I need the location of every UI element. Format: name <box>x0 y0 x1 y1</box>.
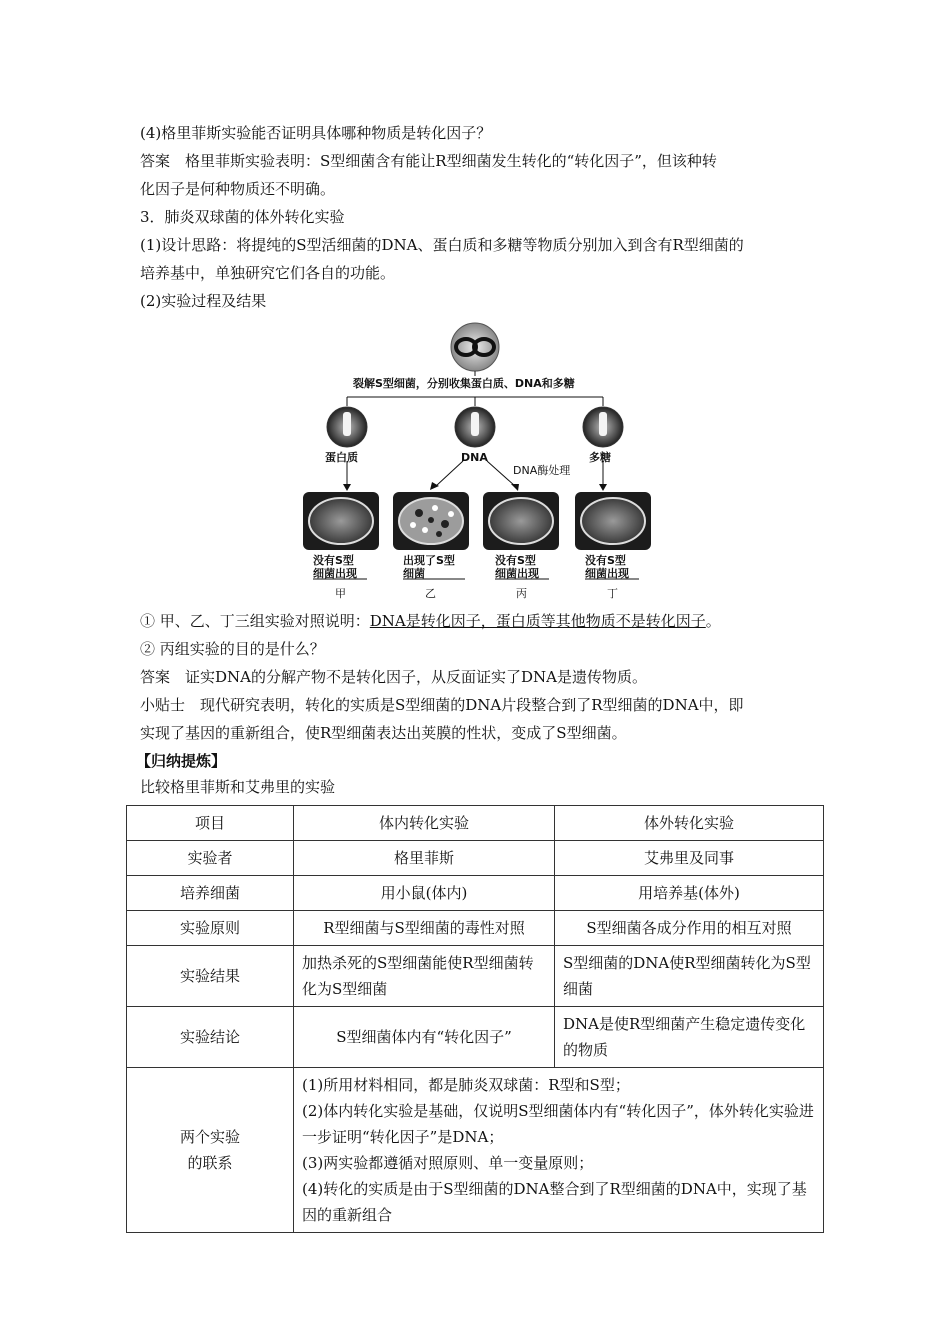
answer-1-line-b: 化因子是何种物质还不明确。 <box>140 180 336 198</box>
result-bing-group: 丙 <box>516 587 527 600</box>
table-cell: R型细菌与S型细菌的毒性对照 <box>294 911 555 946</box>
relation-item: (3)两实验都遵循对照原则、单一变量原则； <box>302 1154 594 1172</box>
lyse-label: 裂解S型细菌，分别收集蛋白质、DNA和多糖 <box>353 377 575 390</box>
summary-heading: 【归纳提炼】 <box>136 752 227 770</box>
result-ding-text1: 没有S型 <box>585 554 626 567</box>
relation-content-cell <box>294 1068 824 1233</box>
protein-tube-icon <box>327 407 367 447</box>
table-row <box>127 876 824 911</box>
answer-2-line: 答案 证实DNA的分解产物不是转化因子，从反面证实了DNA是遗传物质。 <box>140 668 647 686</box>
experiment-figure <box>295 318 665 608</box>
table-header-cell: 项目 <box>127 806 294 841</box>
table-cell: DNA是使R型细菌产生稳定遗传变化的物质 <box>555 1007 824 1068</box>
relation-label-cell <box>127 1068 294 1233</box>
dna-tube-icon <box>455 407 495 447</box>
conclusion-1-answer: DNA是转化因子，蛋白质等其他物质不是转化因子 <box>369 612 706 630</box>
conclusion-1-prefix: ① 甲、乙、丁三组实验对照说明： <box>140 612 370 630</box>
section-3-heading: 3．肺炎双球菌的体外转化实验 <box>140 208 345 226</box>
table-cell: 实验结果 <box>127 946 294 1007</box>
result-bing-text2: 细菌出现 <box>495 567 539 580</box>
dish-ding <box>575 492 651 550</box>
result-jia-group: 甲 <box>335 587 346 600</box>
result-jia-text1: 没有S型 <box>313 554 354 567</box>
process-heading: (2)实验过程及结果 <box>140 292 267 310</box>
result-yi-text2: 细菌 <box>403 567 425 580</box>
table-cell: S型细菌体内有“转化因子” <box>294 1007 555 1068</box>
table-cell: S型细菌各成分作用的相互对照 <box>555 911 824 946</box>
design-line-a: (1)设计思路：将提纯的S型活细菌的DNA、蛋白质和多糖等物质分别加入到含有R型细菌的 <box>140 236 744 254</box>
relation-item: (2)体内转化实验是基础，仅说明S型细菌体内有“转化因子”，体外转化实验进一步证明“转化因子”是DNA； <box>302 1102 814 1146</box>
table-header-cell: 体内转化实验 <box>294 806 555 841</box>
relation-label-a: 两个实验 <box>179 1128 240 1146</box>
dish-jia <box>303 492 379 550</box>
table-row <box>127 1068 824 1233</box>
table-cell: 实验原则 <box>127 911 294 946</box>
table-header-cell: 体外转化实验 <box>555 806 824 841</box>
table-row <box>127 911 824 946</box>
table-row <box>127 946 824 1007</box>
table-cell: 用小鼠(体内) <box>294 876 555 911</box>
dish-bing <box>483 492 559 550</box>
table-cell: 实验结论 <box>127 1007 294 1068</box>
table-cell: 艾弗里及同事 <box>555 841 824 876</box>
result-yi-group: 乙 <box>425 587 436 600</box>
compare-heading: 比较格里菲斯和艾弗里的实验 <box>140 778 336 796</box>
result-ding-group: 丁 <box>607 587 618 600</box>
polysaccharide-label: 多糖 <box>589 451 611 464</box>
polysaccharide-tube-icon <box>583 407 623 447</box>
table-cell: S型细菌的DNA使R型细菌转化为S型细菌 <box>555 946 824 1007</box>
design-line-b: 培养基中，单独研究它们各自的功能。 <box>140 264 396 282</box>
result-bing-text1: 没有S型 <box>495 554 536 567</box>
table-cell: 用培养基(体外) <box>555 876 824 911</box>
result-ding-text2: 细菌出现 <box>585 567 629 580</box>
table-row <box>127 1007 824 1068</box>
comparison-table <box>126 805 824 1233</box>
tip-line-b: 实现了基因的重新组合，使R型细菌表达出荚膜的性状，变成了S型细菌。 <box>140 724 627 742</box>
relation-item: (1)所用材料相同，都是肺炎双球菌：R型和S型； <box>302 1076 630 1094</box>
q4-line: (4)格里菲斯实验能否证明具体哪种物质是转化因子？ <box>140 124 492 142</box>
relation-item: (4)转化的实质是由于S型细菌的DNA整合到了R型细菌的DNA中，实现了基因的重新组合 <box>302 1180 807 1224</box>
relation-label-b: 的联系 <box>187 1154 233 1172</box>
table-cell: 实验者 <box>127 841 294 876</box>
tip-line-a: 小贴士 现代研究表明，转化的实质是S型细菌的DNA片段整合到了R型细菌的DNA中，即 <box>140 696 744 714</box>
table-cell: 培养细菌 <box>127 876 294 911</box>
table-row <box>127 841 824 876</box>
dna-label: DNA <box>461 451 488 464</box>
question-2-line: ② 丙组实验的目的是什么？ <box>140 640 325 658</box>
result-yi-text1: 出现了S型 <box>403 554 455 567</box>
table-cell: 格里菲斯 <box>294 841 555 876</box>
dnase-label: DNA酶处理 <box>513 464 571 477</box>
protein-label: 蛋白质 <box>325 451 358 464</box>
answer-1-line-a: 答案 格里菲斯实验表明：S型细菌含有能让R型细菌发生转化的“转化因子”，但该种转 <box>140 152 717 170</box>
table-header-row <box>127 806 824 841</box>
dish-yi <box>393 492 469 550</box>
table-cell: 加热杀死的S型细菌能使R型细菌转化为S型细菌 <box>294 946 555 1007</box>
conclusion-1-line <box>140 611 721 631</box>
conclusion-1-suffix: 。 <box>705 612 721 630</box>
result-jia-text2: 细菌出现 <box>313 567 357 580</box>
